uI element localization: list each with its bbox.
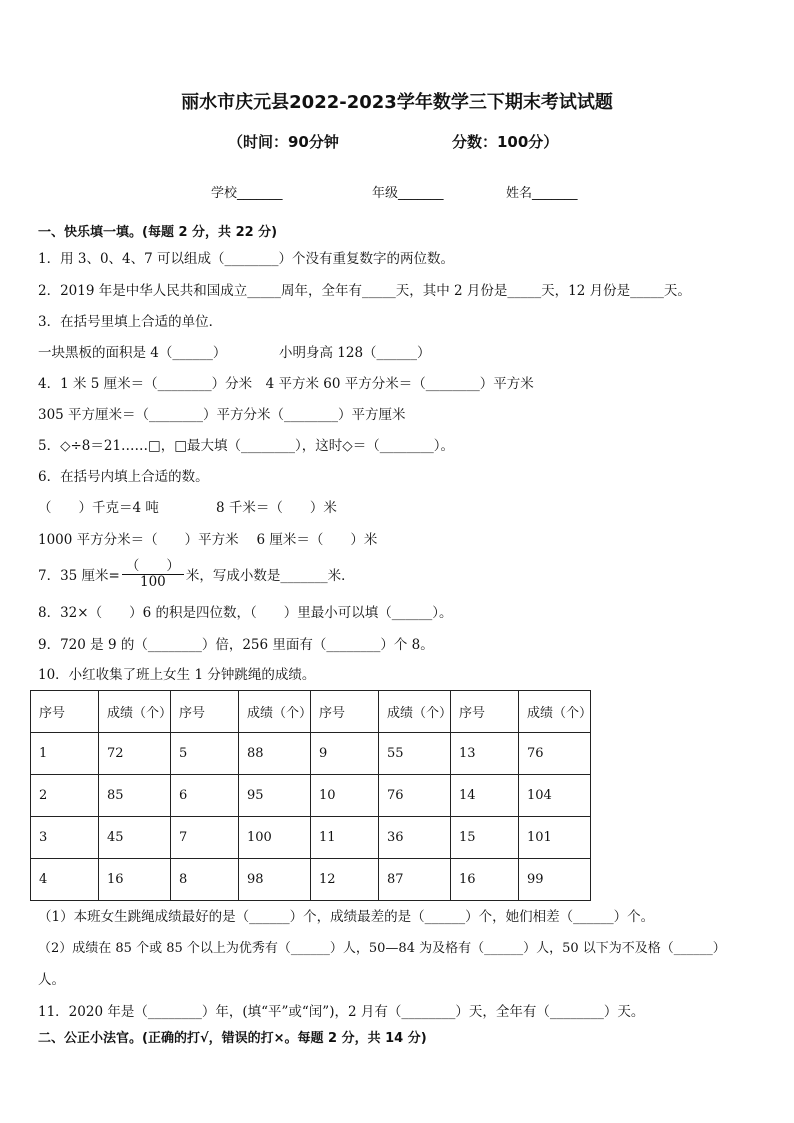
question-4: 4．1 米 5 厘米＝（________）分米 4 平方米 60 平方分米＝（________）平方米 (38, 376, 534, 392)
name-field: 姓名_______ (506, 186, 578, 201)
table-cell: 16 (451, 859, 519, 901)
table-cell: 15 (451, 817, 519, 859)
table-cell: 104 (519, 775, 591, 817)
question-11: 11．2020 年是（________）年，(填“平”或“闰”)，2 月有（________）天，全年有（________）天。 (38, 1004, 645, 1020)
fraction (122, 559, 184, 590)
table-header-cell: 成绩（个） (239, 691, 311, 733)
table-cell: 9 (311, 733, 379, 775)
table-cell: 85 (99, 775, 171, 817)
table-header-cell: 成绩（个） (99, 691, 171, 733)
table-row (31, 733, 591, 775)
table-cell: 5 (171, 733, 239, 775)
question-3b: 小明身高 128（______） (279, 345, 431, 361)
section1-heading: 一、快乐填一填。(每题 2 分，共 22 分) (38, 225, 278, 240)
table-row (31, 859, 591, 901)
table-cell: 87 (379, 859, 451, 901)
question-7-prefix: 7．35 厘米= (38, 568, 120, 584)
table-header-cell: 序号 (171, 691, 239, 733)
question-9: 9．720 是 9 的（________）倍，256 里面有（________）个 8。 (38, 637, 434, 653)
table-cell: 99 (519, 859, 591, 901)
table-cell: 76 (519, 733, 591, 775)
table-header-cell: 序号 (311, 691, 379, 733)
fraction-denominator: 100 (139, 574, 166, 590)
table-header-cell: 序号 (451, 691, 519, 733)
school-field: 学校_______ (211, 186, 283, 201)
question-2: 2．2019 年是中华人民共和国成立_____周年，全年有_____天，其中 2 月份是_____天，12 月份是_____天。 (38, 283, 691, 299)
table-header-cell: 成绩（个） (379, 691, 451, 733)
table-header-cell: 成绩（个） (519, 691, 591, 733)
question-7 (38, 560, 355, 592)
exam-score: 分数：100分） (452, 133, 559, 151)
table-cell: 16 (99, 859, 171, 901)
grade-field: 年级_______ (372, 186, 444, 201)
question-8: 8．32×（ ）6 的积是四位数，（ ）里最小可以填（______）。 (38, 605, 453, 621)
table-cell: 88 (239, 733, 311, 775)
table-cell: 95 (239, 775, 311, 817)
question-3a: 一块黑板的面积是 4（______） (38, 345, 227, 361)
table-cell: 36 (379, 817, 451, 859)
fraction-numerator: （ ） (122, 559, 184, 575)
table-cell: 2 (31, 775, 99, 817)
table-cell: 101 (519, 817, 591, 859)
table-row (31, 775, 591, 817)
question-5: 5．◇÷8＝21……□，□最大填（________），这时◇＝（________）。 (38, 438, 454, 454)
question-1: 1．用 3、0、4、7 可以组成（________）个没有重复数字的两位数。 (38, 251, 455, 267)
table-cell: 8 (171, 859, 239, 901)
table-cell: 72 (99, 733, 171, 775)
table-cell: 100 (239, 817, 311, 859)
table-cell: 6 (171, 775, 239, 817)
question-3: 3．在括号里填上合适的单位． (38, 314, 223, 330)
table-cell: 45 (99, 817, 171, 859)
table-cell: 98 (239, 859, 311, 901)
question-6c: 1000 平方分米＝（ ）平方米 6 厘米＝（ ）米 (38, 532, 378, 548)
question-10-2b: 人。 (38, 972, 65, 988)
exam-title: 丽水市庆元县2022-2023学年数学三下期末考试试题 (181, 92, 613, 113)
question-10-1: （1）本班女生跳绳成绩最好的是（______）个，成绩最差的是（______）个，她们相差（______）个。 (38, 909, 655, 925)
table-row (31, 817, 591, 859)
table-cell: 4 (31, 859, 99, 901)
table-cell: 11 (311, 817, 379, 859)
table-header-row (31, 691, 591, 733)
score-table (30, 690, 591, 901)
table-cell: 12 (311, 859, 379, 901)
table-cell: 13 (451, 733, 519, 775)
question-4b: 305 平方厘米＝（________）平方分米（________）平方厘米 (38, 407, 406, 423)
question-6b: 8 千米＝（ ）米 (216, 500, 337, 516)
question-10-2: （2）成绩在 85 个或 85 个以上为优秀有（______）人，50—84 为及格有（______）人，50 以下为不及格（______） (38, 941, 726, 956)
question-6a: （ ）千克＝4 吨 (38, 500, 159, 516)
question-6: 6．在括号内填上合适的数。 (38, 469, 209, 485)
table-cell: 55 (379, 733, 451, 775)
table-cell: 1 (31, 733, 99, 775)
table-cell: 14 (451, 775, 519, 817)
exam-time: （时间：90分钟 (228, 133, 339, 151)
table-header-cell: 序号 (31, 691, 99, 733)
table-cell: 10 (311, 775, 379, 817)
question-7-suffix: 米，写成小数是_______米． (185, 568, 355, 584)
section2-heading: 二、公正小法官。(正确的打√，错误的打×。每题 2 分，共 14 分) (38, 1031, 427, 1046)
table-cell: 76 (379, 775, 451, 817)
question-10: 10．小红收集了班上女生 1 分钟跳绳的成绩。 (38, 667, 316, 683)
table-cell: 3 (31, 817, 99, 859)
table-cell: 7 (171, 817, 239, 859)
